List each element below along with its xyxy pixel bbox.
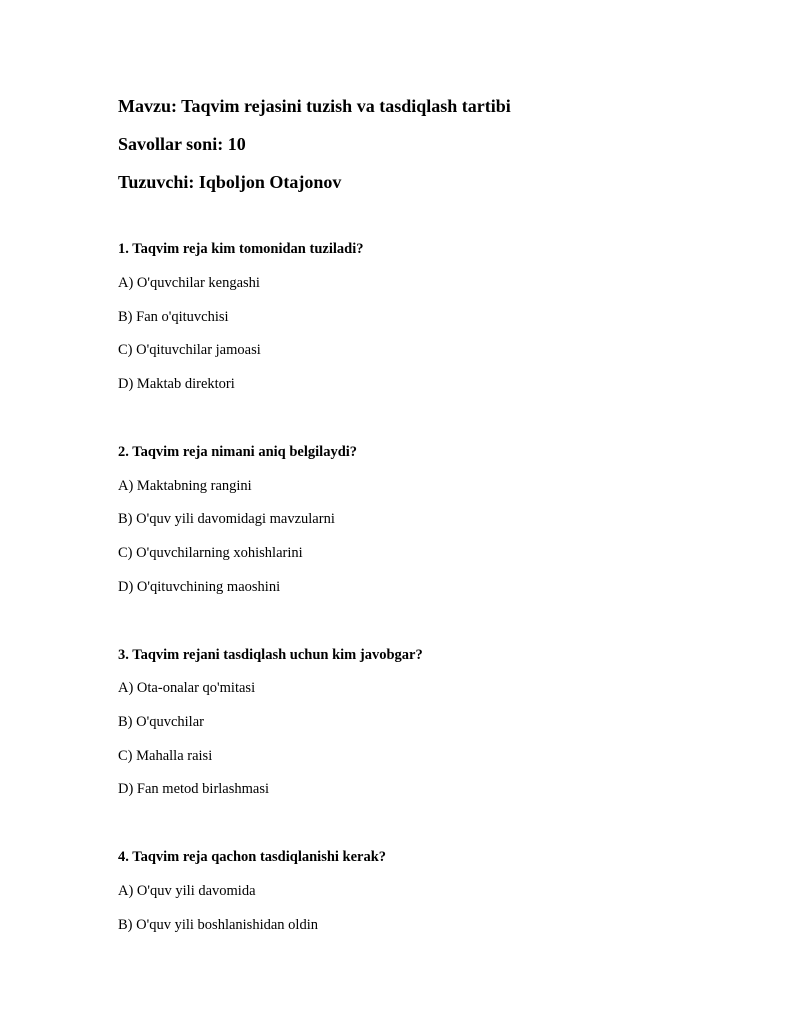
- question-title: 2. Taqvim reja nimani aniq belgilaydi?: [118, 444, 358, 460]
- answer-option: C) Mahalla raisi: [118, 748, 213, 764]
- answer-option: B) O'quv yili davomidagi mavzularni: [118, 511, 335, 527]
- question-title: 3. Taqvim rejani tasdiqlash uchun kim javobgar?: [118, 647, 423, 663]
- question-title: 4. Taqvim reja qachon tasdiqlanishi kerak?: [118, 849, 387, 865]
- answer-option: C) O'quvchilarning xohishlarini: [118, 545, 303, 561]
- answer-option: D) Fan metod birlashmasi: [118, 781, 270, 797]
- answer-option: B) O'quvchilar: [118, 714, 204, 730]
- question-count-heading: Savollar soni: 10: [118, 134, 246, 154]
- answer-option: B) Fan o'qituvchisi: [118, 309, 229, 325]
- answer-option: D) O'qituvchining maoshini: [118, 579, 281, 595]
- answer-option: A) Maktabning rangini: [118, 478, 252, 494]
- answer-option: B) O'quv yili boshlanishidan oldin: [118, 917, 318, 933]
- answer-option: C) O'qituvchilar jamoasi: [118, 342, 261, 358]
- answer-option: D) Maktab direktori: [118, 376, 235, 392]
- answer-option: A) Ota-onalar qo'mitasi: [118, 680, 256, 696]
- answer-option: A) O'quv yili davomida: [118, 883, 256, 899]
- question-title: 1. Taqvim reja kim tomonidan tuziladi?: [118, 241, 364, 257]
- answer-option: A) O'quvchilar kengashi: [118, 275, 260, 291]
- author-heading: Tuzuvchi: Iqboljon Otajonov: [118, 172, 342, 192]
- topic-heading: Mavzu: Taqvim rejasini tuzish va tasdiqlash tartibi: [118, 96, 511, 116]
